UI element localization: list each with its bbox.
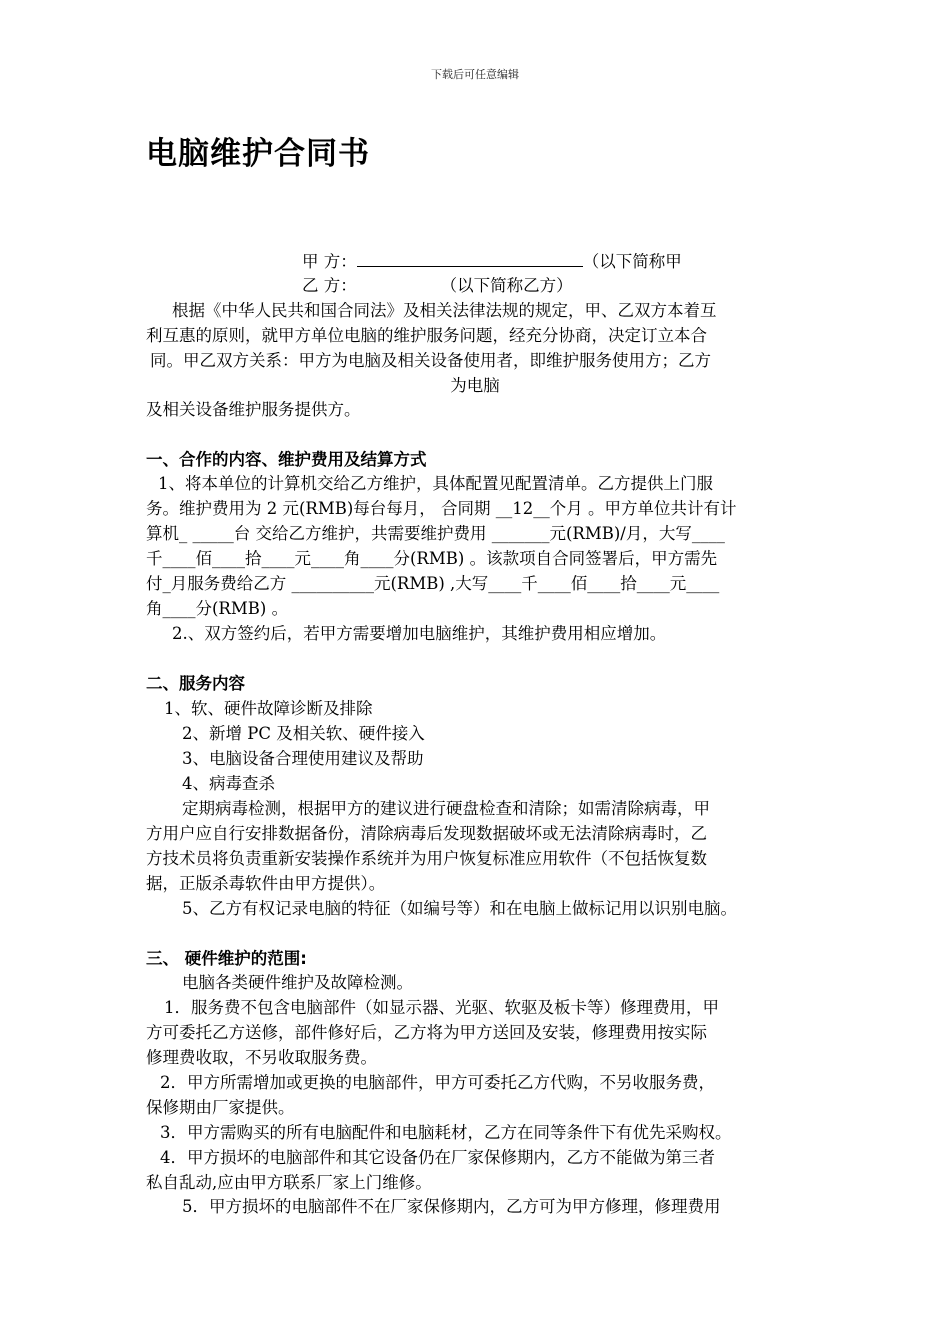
section-2-line: 5、乙方有权记录电脑的特征（如编号等）和在电脑上做标记用以识别电脑。: [182, 899, 737, 918]
party-a-line: [302, 250, 682, 274]
header-note: 下载后可任意编辑: [431, 68, 519, 81]
section-2-line: 4、病毒查杀: [182, 774, 275, 793]
section-2-line: 2、新增 PC 及相关软、硬件接入: [182, 724, 425, 743]
section-3-line: 2．甲方所需增加或更换的电脑部件，甲方可委托乙方代购，不另收服务费，: [160, 1073, 715, 1092]
preamble-line: 及相关设备维护服务提供方。: [146, 400, 361, 419]
section-1-line: 务。维护费用为 2 元(RMB)每台每月， 合同期 __12__个月 。甲方单位共计有计: [146, 499, 737, 518]
section-2-line: 1、软、硬件故障诊断及排除: [164, 699, 373, 718]
section-3-line: 私自乱动,应由甲方联系厂家上门维修。: [146, 1173, 432, 1192]
section-3-line: 5．甲方损坏的电脑部件不在厂家保修期内，乙方可为甲方修理，修理费用: [182, 1197, 721, 1216]
preamble-line: 根据《中华人民共和国合同法》及相关法律法规的规定，甲、乙双方本着互: [172, 301, 717, 320]
section-1-line: 2.、双方签约后，若甲方需要增加电脑维护，其维护费用相应增加。: [172, 624, 667, 643]
section-1-line: 算机_ _____台 交给乙方维护，共需要维护费用 _______元(RMB)/月，大写____: [146, 524, 725, 543]
section-1-line: 1、将本单位的计算机交给乙方维护，具体配置见配置清单。乙方提供上门服: [158, 474, 713, 493]
section-2-line: 方用户应自行安排数据备份，清除病毒后发现数据破坏或无法清除病毒时，乙: [146, 824, 707, 843]
party-a-label: 甲 方：: [302, 252, 357, 271]
preamble-line: 为电脑: [450, 376, 500, 395]
section-3-line: 修理费收取，不另收取服务费。: [146, 1048, 377, 1067]
section-2-heading: 二、服务内容: [146, 674, 245, 693]
preamble-line: 同。甲乙双方关系：甲方为电脑及相关设备使用者，即维护服务使用方；乙方: [150, 351, 711, 370]
section-2-line: 据，正版杀毒软件由甲方提供）。: [146, 874, 386, 893]
section-1-line: 付_月服务费给乙方 __________元(RMB) ,大写____千____佰____拾____元____: [146, 574, 720, 593]
section-3-line: 保修期由厂家提供。: [146, 1098, 295, 1117]
section-1-heading: 一、合作的内容、维护费用及结算方式: [146, 450, 427, 469]
section-2-line: 方技术员将负责重新安装操作系统并为用户恢复标准应用软件（不包括恢复数: [146, 849, 707, 868]
section-2-line: 定期病毒检测，根据甲方的建议进行硬盘检查和清除；如需清除病毒，甲: [182, 799, 710, 818]
section-3-line: 3．甲方需购买的所有电脑配件和电脑耗材，乙方在同等条件下有优先采购权。: [160, 1123, 732, 1142]
section-3-heading: 三、 硬件维护的范围:: [146, 949, 307, 968]
section-3-line: 1．服务费不包含电脑部件（如显示器、光驱、软驱及板卡等）修理费用，甲: [164, 998, 719, 1017]
party-a-suffix: （以下简称甲: [582, 252, 682, 271]
document-title: 电脑维护合同书: [146, 136, 370, 172]
section-1-line: 角____分(RMB) 。: [146, 599, 289, 618]
section-3-line: 电脑各类硬件维护及故障检测。: [182, 973, 413, 992]
section-1-line: 千____佰____拾____元____角____分(RMB) 。该款项自合同签署后，甲方需先: [146, 549, 718, 568]
section-3-line: 方可委托乙方送修，部件修好后，乙方将为甲方送回及安装，修理费用按实际: [146, 1023, 707, 1042]
section-3-line: 4．甲方损坏的电脑部件和其它设备仍在厂家保修期内，乙方不能做为第三者: [160, 1148, 715, 1167]
preamble-line: 利互惠的原则，就甲方单位电脑的维护服务问题，经充分协商，决定订立本合: [146, 326, 707, 345]
party-b-line: 乙 方： （以下简称乙方）: [302, 276, 573, 295]
party-a-blank: [357, 250, 583, 267]
section-2-line: 3、电脑设备合理使用建议及帮助: [182, 749, 424, 768]
